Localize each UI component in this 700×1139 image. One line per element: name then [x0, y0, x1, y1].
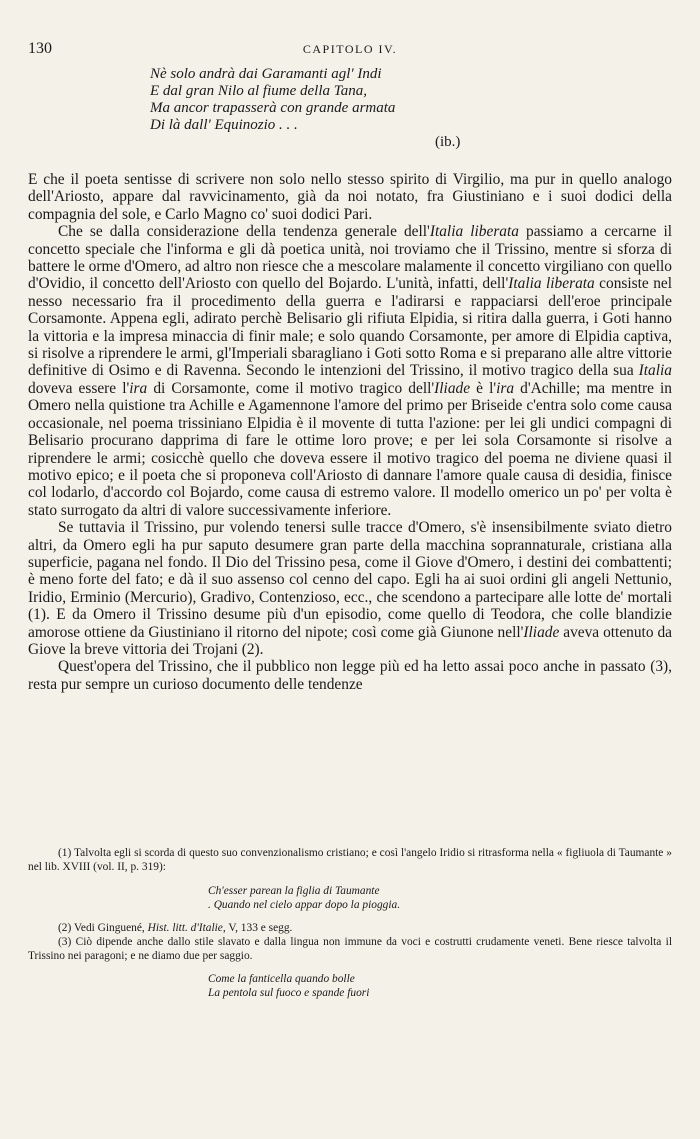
paragraph: Che se dalla considerazione della tendenza generale dell'Italia liberata passiamo a cercarne il concetto speciale che l'informa e gli dà poetica unità, noi troviamo che il Trissino, mentre si sforza di battere le orme d'Omero, ad altro non riesce che a mescolare malamente il concetto virgiliano con quello d'Ovidio, il concetto dell'Ariosto con quello del Bojardo. L'unità, infatti, dell'Italia liberata consiste nel nesso necessario fra il procedimento della guerra e l'adirarsi e rappaciarsi dell'eroe principale Corsamonte. Appena egli, adirato perchè Belisario gli rifiuta Elpidia, si ritira dalla guerra, i Goti hanno la vittoria e la impresa minaccia di finir male; e solo quando Corsamonte, per amore di Elpidia captiva, si risolve a riprendere le armi, gl'Imperiali sbaragliano i Goti sotto Roma e si preparano alle altre vittorie definitive di Osimo e di Ravenna. Secondo le intenzioni del Trissino, il motivo tragico della sua Italia doveva essere l'ira di Corsamonte, come il motivo tragico dell'Iliade è l'ira d'Achille; ma mentre in Omero nella quistione tra Achille e Agamennone l'amore del primo per Briseide c'entra solo come causa occasionale, nel poema trissiniano Elpidia è il movente di tutta l'azione: per lei gli undici compagni di Belisario procurano dapprima di fare le ottime loro prove; e per lei sola Corsamonte si risolve a riprendere le armi; cosicchè quello che doveva essere il motivo tragico del poema ne diviene quasi il motivo epico; e il poeta che si proponeva coll'Ariosto di dannare l'amore quale causa di desidia, finisce col lodarlo, d'accordo col Bojardo, come causa di estremo valore. Il modello omerico un po' per volta è stato surrogato da altri di valore successivamente inferiore. [28, 223, 672, 519]
page-number: 130 [28, 40, 52, 57]
footnote-verse-line: La pentola sul fuoco e spande fuori [208, 987, 370, 999]
page-header [28, 40, 672, 60]
footnote-verse-line: . Quando nel cielo appar dopo la pioggia. [208, 899, 401, 911]
footnote-verse-line: Come la fanticella quando bolle [208, 973, 355, 985]
footnote-2: (2) Vedi Ginguené, Hist. litt. d'Italie, V, 133 e segg. [58, 922, 293, 934]
paragraph: Quest'opera del Trissino, che il pubblico non legge più ed ha letto assai poco anche in passato (3), resta pur sempre un curioso documento delle tendenze [28, 658, 672, 693]
footnote-1: (1) Talvolta egli si scorda di questo suo convenzionalismo cristiano; e così l'angelo Iridio si ritrasforma nella « figliuola di Taumante » nel lib. XVIII (vol. II, p. 319): [28, 847, 672, 873]
verse-line: Ma ancor trapasserà con grande armata [150, 100, 396, 116]
paragraph: E che il poeta sentisse di scrivere non solo nello stesso spirito di Virgilio, ma pur in quello analogo dell'Ariosto, appare dal ravvicinamento, già da noi notato, fra Giustiniano e i suoi dodici della compagnia del sole, e Carlo Magno co' suoi dodici Pari. [28, 171, 672, 223]
main-text [28, 171, 672, 693]
verse-line: E dal gran Nilo al fiume della Tana, [150, 83, 367, 99]
verse-quotation [150, 66, 550, 134]
verse-line: Nè solo andrà dai Garamanti agl' Indi [150, 66, 382, 82]
footnote-verse-line: Ch'esser parean la figlia di Taumante [208, 885, 380, 897]
running-title: CAPITOLO IV. [302, 42, 398, 56]
verse-line: Di là dall' Equinozio . . . [150, 117, 298, 133]
verse-reference: (ib.) [435, 134, 461, 150]
footnote-3: (3) Ciò dipende anche dallo stile slavato e dalla lingua non immune da voci e costrutti crudamente veneti. Bene riesce talvolta il Trissino nei paragoni; e ne diamo due per saggio. [28, 936, 672, 962]
paragraph: Se tuttavia il Trissino, pur volendo tenersi sulle tracce d'Omero, s'è insensibilmente sviato dietro altri, da Omero egli ha pur saputo desumere gran parte della macchina soprannaturale, cristiana alla superficie, pagana nel fondo. Il Dio del Trissino pesa, come il Giove d'Omero, i destini dei combattenti; è meno forte del fato; e dà il suo assenso col cenno del capo. Egli ha ai suoi ordini gli angeli Nettunio, Iridio, Erminio (Mercurio), Gradivo, Contenzioso, ecc., che scendono a partecipare alle lotte de' mortali (1). E da Omero il Trissino desume più d'un episodio, come quello di Teodora, che colle blandizie amorose ottiene da Giustiniano il ritorno del nipote; così come già Giunone nell'Iliade aveva ottenuto da Giove la breve vittoria dei Trojani (2). [28, 519, 672, 658]
footnotes [28, 846, 672, 1000]
